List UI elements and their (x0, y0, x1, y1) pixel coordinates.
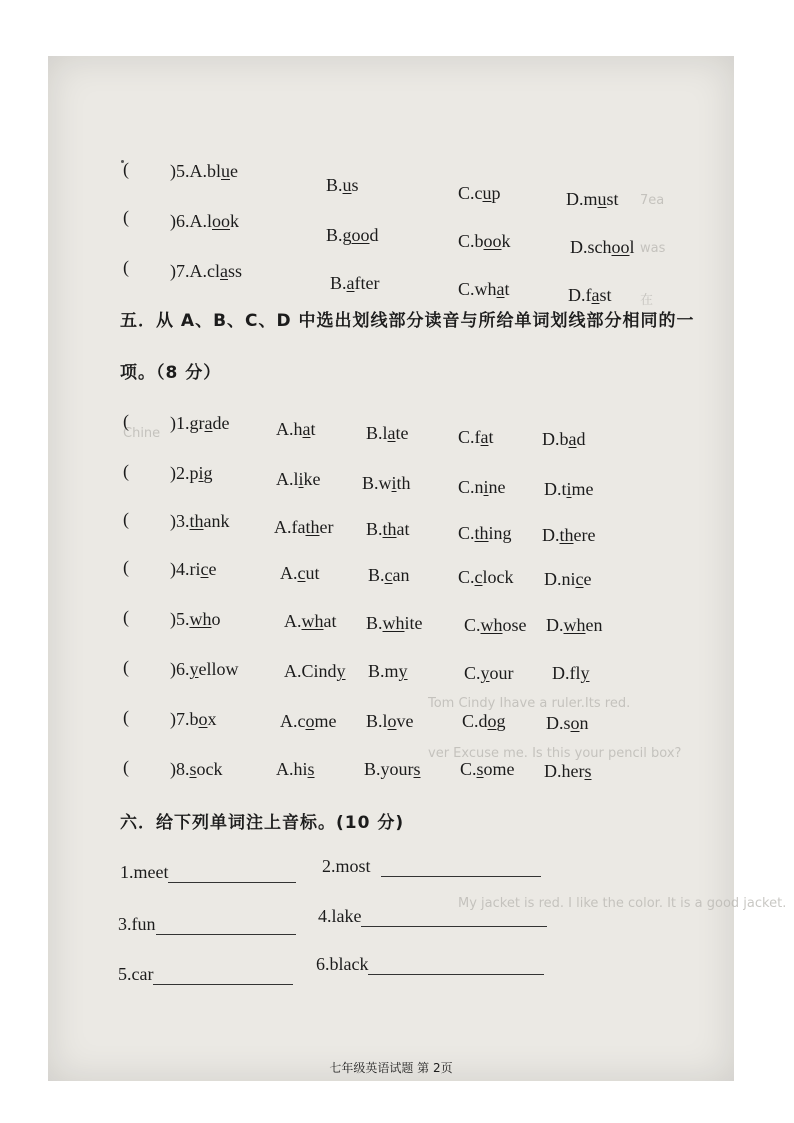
question-word: )7.box (170, 709, 217, 729)
option-d: D.fast (568, 285, 612, 305)
option-a: A.hat (276, 419, 316, 439)
answer-paren[interactable]: ( (123, 411, 129, 431)
answer-paren[interactable]: ( (123, 707, 129, 727)
option-b: B.white (366, 613, 423, 633)
question-word: )3.thank (170, 511, 230, 531)
option-c: C.thing (458, 523, 512, 543)
bleed-text: Chine (123, 426, 161, 441)
question-word: )7.A.class (170, 261, 243, 281)
option-c: C.your (464, 663, 514, 683)
option-a: A.Cindy (284, 661, 346, 681)
option-b: B.my (368, 661, 408, 681)
answer-paren[interactable]: ( (123, 557, 129, 577)
q4-row-7 (48, 256, 734, 305)
phonetic-item-3: 3.fun (118, 913, 296, 935)
bleed-text: 7ea (640, 193, 665, 208)
answer-paren[interactable]: ( (123, 207, 129, 227)
answer-paren[interactable]: ( (123, 607, 129, 627)
section-6-title: 六．给下列单词注上音标。(10 分) (120, 813, 405, 833)
q5-row-2 (48, 460, 734, 499)
answer-paren[interactable]: ( (123, 657, 129, 677)
option-a: A.come (280, 711, 337, 731)
q5-row-7 (48, 706, 734, 740)
question-word: )6.yellow (170, 659, 239, 679)
question-word: )4.rice (170, 559, 217, 579)
q5-row-4 (48, 556, 734, 590)
option-a: A.father (274, 517, 334, 537)
answer-blank[interactable] (156, 916, 296, 935)
answer-blank[interactable] (153, 966, 293, 985)
bleed-text: ver Excuse me. Is this your pencil box? (428, 746, 682, 761)
option-b: B.late (366, 423, 409, 443)
section-5-title-cont: 项。（8 分） (120, 363, 222, 383)
bleed-text: Tom Cindy Ihave a ruler.Its red. (428, 696, 631, 711)
option-d: D.fly (552, 663, 590, 683)
option-d: D.must (566, 189, 619, 209)
phonetic-item-5: 5.car (118, 963, 293, 985)
question-word: )6.A.look (170, 211, 239, 231)
answer-blank[interactable] (381, 858, 541, 877)
q5-row-6 (48, 656, 734, 690)
question-word: )8.sock (170, 759, 223, 779)
option-d: D.time (544, 479, 594, 499)
option-b: B.good (326, 225, 379, 245)
option-b: B.that (366, 519, 410, 539)
phonetic-item-1: 1.meet (120, 861, 296, 883)
question-word: )5.A.blue (170, 161, 238, 181)
question-word: )2.pig (170, 463, 213, 483)
phonetic-item-2: 2.most (322, 855, 541, 877)
option-a: A.like (276, 469, 321, 489)
option-c: C.what (458, 279, 510, 299)
option-c: C.whose (464, 615, 527, 635)
option-b: B.after (330, 273, 380, 293)
option-c: C.dog (462, 711, 506, 731)
answer-paren[interactable]: ( (123, 509, 129, 529)
option-b: B.can (368, 565, 410, 585)
option-c: C.clock (458, 567, 514, 587)
option-d: D.school (570, 237, 635, 257)
option-c: C.nine (458, 477, 506, 497)
answer-paren[interactable]: ( (123, 257, 129, 277)
option-b: B.with (362, 473, 411, 493)
question-word: )5.who (170, 609, 221, 629)
q5-row-1 (48, 410, 734, 449)
answer-blank[interactable] (168, 864, 296, 883)
option-d: D.there (542, 525, 596, 545)
option-b: B.yours (364, 759, 421, 779)
phonetic-item-6: 6.black (316, 953, 544, 975)
bleed-text: 在 (640, 293, 654, 308)
option-b: B.us (326, 175, 359, 195)
answer-paren[interactable]: ( (123, 159, 129, 179)
answer-blank[interactable] (368, 956, 544, 975)
option-d: D.nice (544, 569, 592, 589)
page-footer: 七年级英语试题 第 2页 (329, 1061, 453, 1075)
bleed-text: was (640, 241, 666, 256)
option-d: D.bad (542, 429, 586, 449)
option-d: D.hers (544, 761, 592, 781)
answer-blank[interactable] (361, 908, 547, 927)
answer-paren[interactable]: ( (123, 757, 129, 777)
phonetic-item-4: 4.lake (318, 905, 547, 927)
q5-row-8 (48, 756, 734, 790)
exam-paper (48, 56, 787, 1081)
option-c: C.some (460, 759, 515, 779)
option-d: D.when (546, 615, 603, 635)
option-d: D.son (546, 713, 589, 733)
answer-paren[interactable]: ( (123, 461, 129, 481)
bleed-text: My jacket is red. I like the color. It is a good jacket. (458, 896, 787, 911)
option-c: C.cup (458, 183, 501, 203)
option-c: C.fat (458, 427, 494, 447)
option-a: A.his (276, 759, 315, 779)
section-5-title: 五．从 A、B、C、D 中选出划线部分读音与所给单词划线部分相同的一 (120, 311, 695, 331)
option-a: A.cut (280, 563, 320, 583)
option-c: C.book (458, 231, 511, 251)
q5-row-5 (48, 606, 734, 640)
q5-row-3 (48, 508, 734, 545)
option-b: B.love (366, 711, 414, 731)
question-word: )1.grade (170, 413, 230, 433)
option-a: A.what (284, 611, 337, 631)
